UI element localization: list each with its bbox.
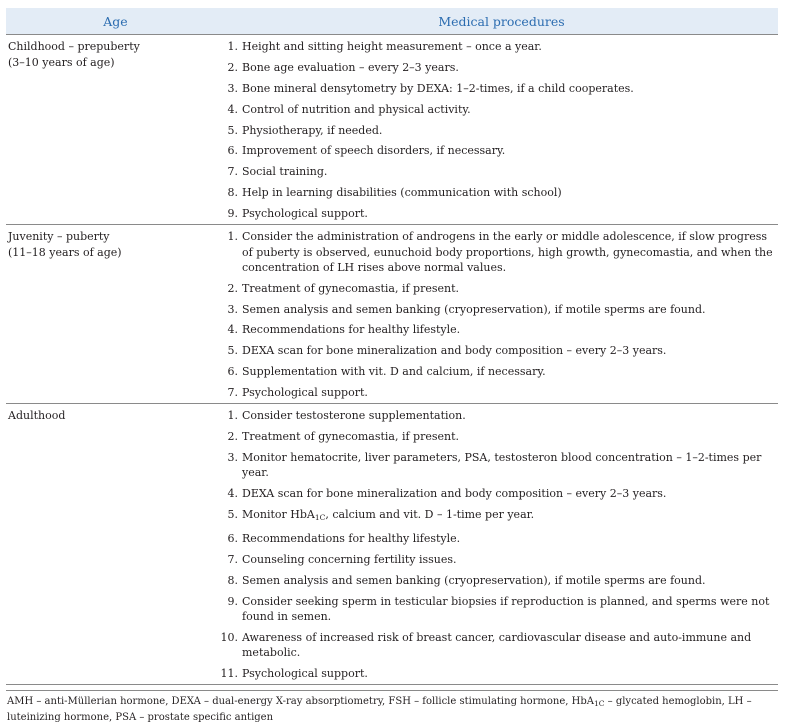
item-number: 3.: [227, 451, 238, 465]
item-text: Awareness of increased risk of breast cancer, cardiovascular disease and auto-immune and metabolic.: [242, 630, 752, 659]
item-text: DEXA scan for bone mineralization and body composition – every 2–3 years.: [242, 487, 667, 501]
age-column-header: Age: [6, 8, 225, 35]
item-text: Psychological support.: [242, 666, 368, 680]
list-item: [227, 531, 774, 546]
item-text: Height and sitting height measurement – once a year.: [242, 40, 542, 53]
age-cell: [6, 35, 225, 225]
item-text: Bone mineral densytometry by DEXA: 1–2-times, if a child cooperates.: [242, 81, 634, 95]
table-row: [6, 225, 778, 404]
item-number: 2.: [227, 60, 238, 74]
item-text: Consider the administration of androgens in the early or middle adolescence, if slow progress of puberty is observed, eunuchoid body proportions, high growth, gynecomastia, and when the concentration of LH rises above normal values.: [242, 230, 773, 274]
list-item: [227, 281, 774, 296]
item-text: Control of nutrition and physical activity.: [242, 102, 471, 116]
item-number: 7.: [227, 165, 238, 179]
item-number: 2.: [227, 430, 238, 444]
item-number: 1.: [227, 40, 238, 53]
item-number: 4.: [227, 102, 238, 116]
item-text: Monitor HbA: [242, 508, 315, 522]
list-item: [227, 507, 774, 525]
item-number: 3.: [227, 302, 238, 316]
list-item: [220, 666, 774, 681]
item-number: 10.: [220, 630, 238, 644]
item-text: Treatment of gynecomastia, if present.: [242, 281, 460, 295]
list-item: [227, 594, 774, 624]
item-text: Monitor hematocrite, liver parameters, PSA, testosteron blood concentration – 1–2-times per year.: [242, 451, 762, 480]
list-item: [227, 81, 774, 96]
item-number: 6.: [227, 144, 238, 158]
age-cell: [6, 225, 225, 404]
item-number: 5.: [227, 508, 238, 522]
list-item: [227, 123, 774, 138]
item-text: Physiotherapy, if needed.: [242, 123, 383, 137]
item-number: 6.: [227, 531, 238, 545]
age-label: Childhood – prepuberty: [8, 40, 140, 53]
age-label: Juvenity – puberty: [8, 230, 110, 244]
footnote-text: AMH – anti-Müllerian hormone, DEXA – dual-energy X-ray absorptiometry, FSH – follicle stimulating hormone, HbA: [7, 696, 594, 707]
age-label: (3–10 years of age): [8, 56, 115, 69]
list-item: [227, 408, 774, 423]
item-text: Consider testosterone supplementation.: [242, 409, 466, 423]
item-number: 3.: [227, 81, 238, 95]
list-item: [227, 102, 774, 117]
item-text: Help in learning disabilities (communication with school): [242, 186, 562, 200]
list-item: [227, 385, 774, 400]
list-item: [227, 429, 774, 444]
age-label: (11–18 years of age): [8, 246, 122, 260]
table-row: [6, 404, 778, 685]
table-body: [6, 35, 778, 685]
list-item: [227, 60, 774, 75]
item-text: Recommendations for healthy lifestyle.: [242, 531, 461, 545]
item-number: 8.: [227, 186, 238, 200]
item-number: 5.: [227, 344, 238, 358]
procedure-list: [227, 229, 774, 400]
list-item: [227, 164, 774, 179]
table-row: [6, 35, 778, 225]
item-text: Counseling concerning fertility issues.: [242, 552, 457, 566]
item-number: 9.: [227, 594, 238, 608]
item-text: Improvement of speech disorders, if necessary.: [242, 144, 506, 158]
item-text: Psychological support.: [242, 386, 368, 400]
item-text: Consider seeking sperm in testicular biopsies if reproduction is planned, and sperms were not found in semen.: [242, 594, 770, 623]
list-item: [220, 630, 774, 660]
item-text: Social training.: [242, 165, 328, 179]
item-text: Treatment of gynecomastia, if present.: [242, 430, 460, 444]
item-number: 1.: [227, 409, 238, 423]
procedure-list: [220, 408, 774, 681]
procedures-cell: [225, 35, 778, 225]
item-text: DEXA scan for bone mineralization and body composition – every 2–3 years.: [242, 344, 667, 358]
item-text: Semen analysis and semen banking (cryopreservation), if motile sperms are found.: [242, 573, 706, 587]
list-item: [227, 552, 774, 567]
procedure-list: [227, 39, 774, 221]
list-item: [227, 486, 774, 501]
item-number: 8.: [227, 573, 238, 587]
item-number: 11.: [220, 666, 238, 680]
item-number: 9.: [227, 207, 238, 221]
procedures-cell: [220, 404, 778, 685]
age-cell: [6, 404, 225, 685]
list-item: [227, 302, 774, 317]
item-text: Psychological support.: [242, 207, 368, 221]
item-number: 2.: [227, 281, 238, 295]
age-label: Adulthood: [8, 409, 66, 423]
item-number: 5.: [227, 123, 238, 137]
list-item: [227, 39, 774, 54]
list-item: [227, 185, 774, 200]
procedures-table: [6, 8, 778, 685]
item-number: 7.: [227, 386, 238, 400]
item-subscript: 1C: [314, 513, 326, 523]
list-item: [227, 364, 774, 379]
item-number: 4.: [227, 487, 238, 501]
list-item: [227, 343, 774, 358]
item-text: Recommendations for healthy lifestyle.: [242, 323, 461, 337]
item-number: 6.: [227, 365, 238, 379]
footnote-subscript: 1C: [593, 699, 605, 708]
list-item: [227, 322, 774, 337]
table-header-row: [6, 8, 778, 35]
list-item: [227, 206, 774, 221]
item-number: 1.: [227, 230, 238, 244]
item-text-after: , calcium and vit. D – 1-time per year.: [325, 508, 535, 522]
list-item: [227, 573, 774, 588]
footnote-text-after: – glycated hemoglobin, LH – luteinizing hormone, PSA – prostate specific antigen: [7, 696, 752, 723]
list-item: [227, 143, 774, 158]
list-item: [227, 450, 774, 480]
list-item: [227, 229, 774, 275]
item-text: Bone age evaluation – every 2–3 years.: [242, 60, 459, 74]
item-text: Semen analysis and semen banking (cryopreservation), if motile sperms are found.: [242, 302, 706, 316]
procedures-column-header: Medical procedures: [225, 8, 778, 35]
item-number: 4.: [227, 323, 238, 337]
item-text: Supplementation with vit. D and calcium, if necessary.: [242, 365, 546, 379]
procedures-cell: [225, 225, 778, 404]
item-number: 7.: [227, 552, 238, 566]
procedures-table-container: [6, 8, 778, 725]
